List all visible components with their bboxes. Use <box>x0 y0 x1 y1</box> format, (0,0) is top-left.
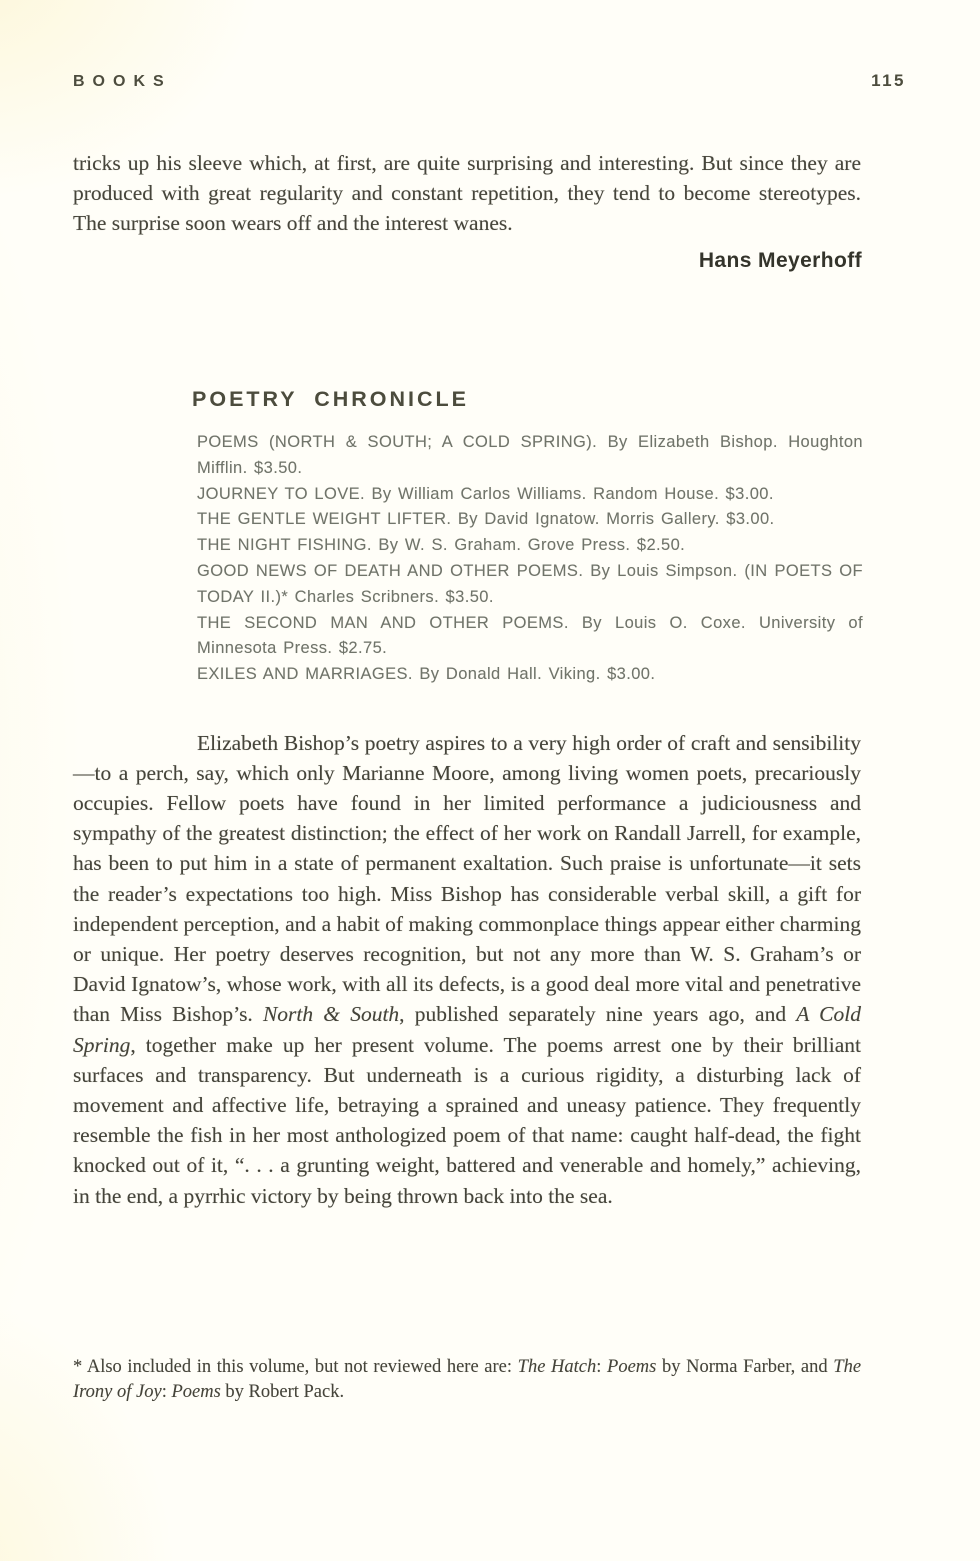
book-entry: POEMS (NORTH & SOUTH; A COLD SPRING). By Elizabeth Bishop. Houghton Mifflin. $3.50. <box>197 433 863 477</box>
review-body-paragraph: Elizabeth Bishop’s poetry aspires to a very high order of craft and sensibility—to a perch, say, which only Marianne Moore, among living women poets, precariously occupies. Fellow poets have found in her limited performance a judiciousness and sympathy of the greatest distinction; the effect of her work on Randall Jarrell, for example, has been to put him in a state of permanent exaltation. Such praise is unfortunate—it sets the reader’s expectations too high. Miss Bishop has considerable verbal skill, a gift for independent perception, and a habit of making commonplace things appear either charming or unique. Her poetry deserves recognition, but not any more than W. S. Graham’s or David Ignatow’s, whose work, with all its defects, is a good deal more vital and penetrative than Miss Bishop’s. North & South, published separately nine years ago, and A Cold Spring, together make up her present volume. The poems arrest one by their brilliant surfaces and transparency. But underneath is a curious rigidity, a disturbing lack of movement and affective life, betraying a sprained and uneasy patience. They frequently resemble the fish in her most anthologized poem of that name: caught half-dead, the fight knocked out of it, “. . . a grunting weight, battered and venerable and homely,” achieving, in the end, a pyrrhic victory by being thrown back into the sea. <box>73 730 861 1208</box>
running-head <box>73 71 906 91</box>
book-entry: THE NIGHT FISHING. By W. S. Graham. Grove Press. $2.50. <box>197 536 686 555</box>
book-entry: JOURNEY TO LOVE. By William Carlos Williams. Random House. $3.00. <box>197 484 774 503</box>
article-title: POETRY CHRONICLE <box>192 386 469 411</box>
intro-paragraph: tricks up his sleeve which, at first, are quite surprising and interesting. But since they are produced with great regularity and constant repetition, they tend to become stereotypes. The surprise soon wears off and the interest wanes. <box>73 150 861 235</box>
page-number: 115 <box>871 71 906 90</box>
running-head-section: BOOKS <box>73 73 172 90</box>
reviewed-books-list <box>197 430 863 688</box>
book-entry: THE GENTLE WEIGHT LIFTER. By David Ignatow. Morris Gallery. $3.00. <box>197 510 775 529</box>
book-entry: EXILES AND MARRIAGES. By Donald Hall. Viking. $3.00. <box>197 665 656 684</box>
footnote: * Also included in this volume, but not reviewed here are: The Hatch: Poems by Norma Farber, and The Irony of Joy: Poems by Robert Pack. <box>73 1356 862 1402</box>
book-entry: THE SECOND MAN AND OTHER POEMS. By Louis O. Coxe. University of Minnesota Press. $2.75. <box>197 613 863 658</box>
book-entry: GOOD NEWS OF DEATH AND OTHER POEMS. By Louis Simpson. (IN POETS OF TODAY II.)* Charles Scribners. $3.50. <box>197 561 863 606</box>
byline-author: Hans Meyerhoff <box>698 249 862 272</box>
